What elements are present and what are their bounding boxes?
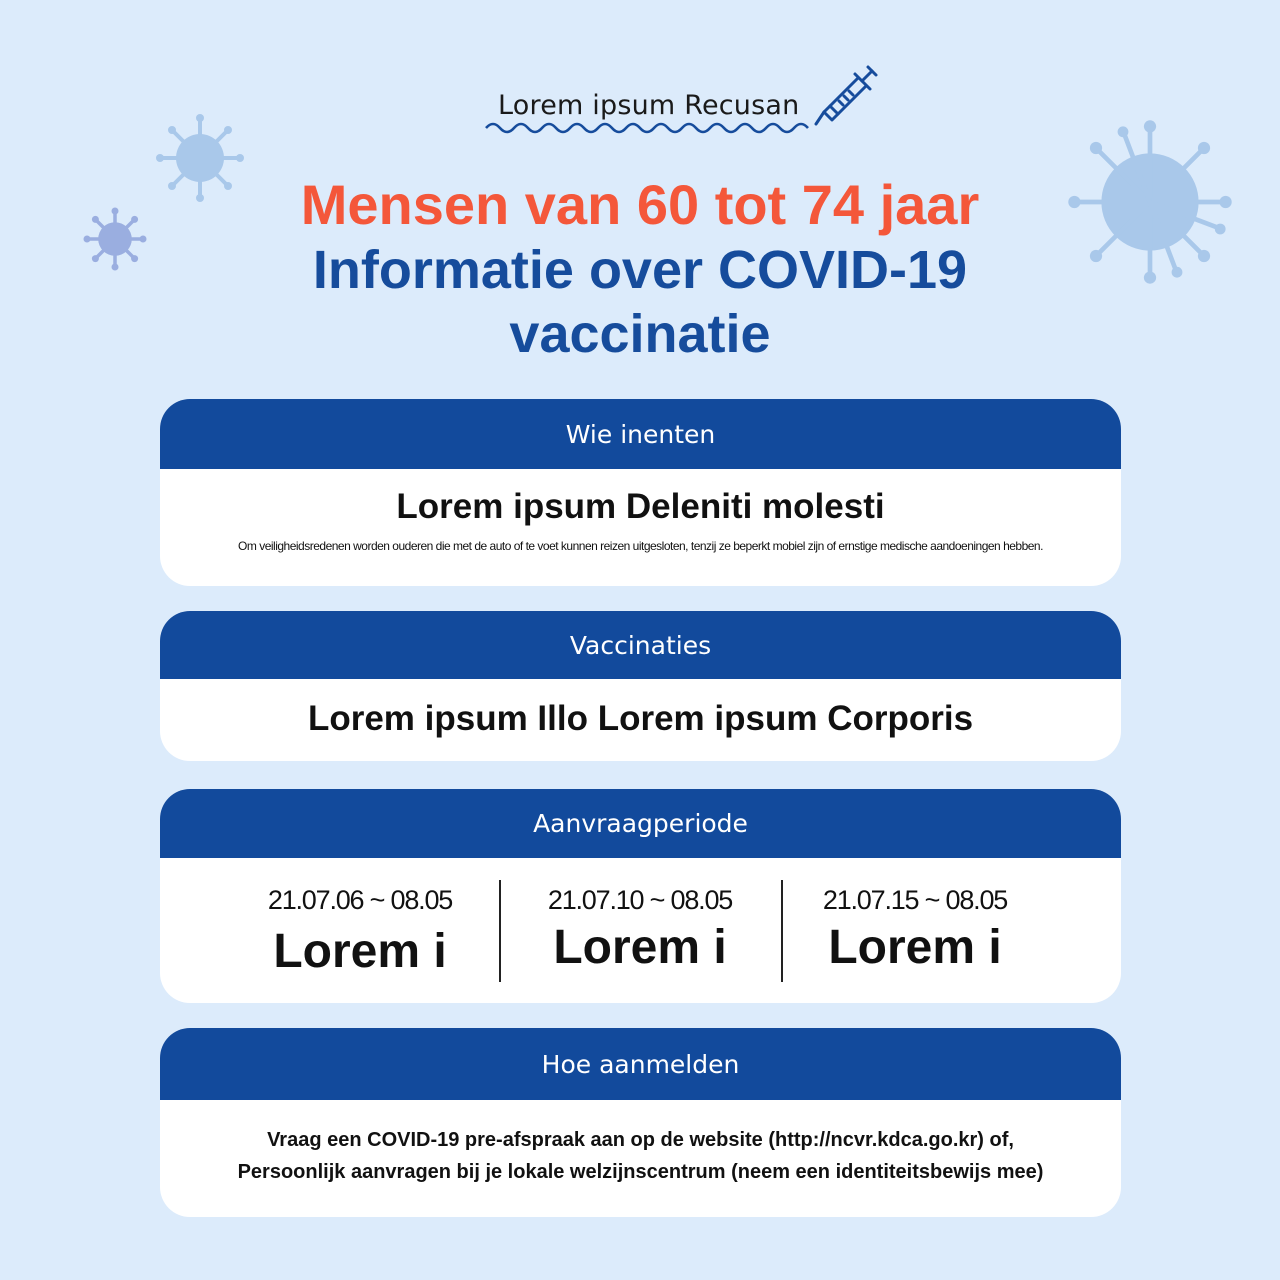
period-column <box>490 858 790 975</box>
card-vaccines <box>160 611 1121 761</box>
card-vaccines-header: Vaccinaties <box>160 611 1121 679</box>
card-howto-header: Hoe aanmelden <box>160 1028 1121 1100</box>
brand-text: Lorem ipsum Recusan <box>498 90 800 121</box>
card-who-heading: Lorem ipsum Deleniti molesti <box>396 487 885 526</box>
card-period <box>160 789 1121 1003</box>
period-date: 21.07.10 ~ 08.05 <box>547 885 733 915</box>
wave-underline <box>484 118 814 138</box>
card-who-note: Om veiligheidsredenen worden ouderen die met de auto of te voet kunnen reizen uitgesloten, tenzij ze beperkt mobiel zijn of ernstige medische aandoeningen hebben. <box>238 539 1043 553</box>
card-howto <box>160 1028 1121 1217</box>
title-vaccination: vaccinatie <box>509 304 771 364</box>
period-date: 21.07.15 ~ 08.05 <box>822 885 1008 915</box>
card-who-header: Wie inenten <box>160 399 1121 469</box>
howto-line-website: Vraag een COVID-19 pre-afspraak aan op de website (http://ncvr.kdca.go.kr) of, <box>267 1129 1014 1151</box>
period-column <box>210 858 510 979</box>
card-vaccines-heading: Lorem ipsum Illo Lorem ipsum Corporis <box>307 699 974 738</box>
period-label: Lorem i <box>828 921 1002 974</box>
brand-header <box>0 62 1280 152</box>
period-column <box>765 858 1065 975</box>
howto-line-center: Persoonlijk aanvragen bij je lokale welzijnscentrum (neem een identiteitsbewijs mee) <box>237 1161 1044 1183</box>
card-who <box>160 399 1121 586</box>
card-period-header: Aanvraagperiode <box>160 789 1121 858</box>
period-label: Lorem i <box>553 921 727 974</box>
syringe-icon <box>810 62 882 134</box>
period-date: 21.07.06 ~ 08.05 <box>267 885 453 915</box>
page-title <box>0 172 1280 366</box>
title-age-range: Mensen van 60 tot 74 jaar <box>300 173 980 236</box>
title-info: Informatie over COVID-19 <box>312 240 968 300</box>
period-label: Lorem i <box>273 925 447 978</box>
